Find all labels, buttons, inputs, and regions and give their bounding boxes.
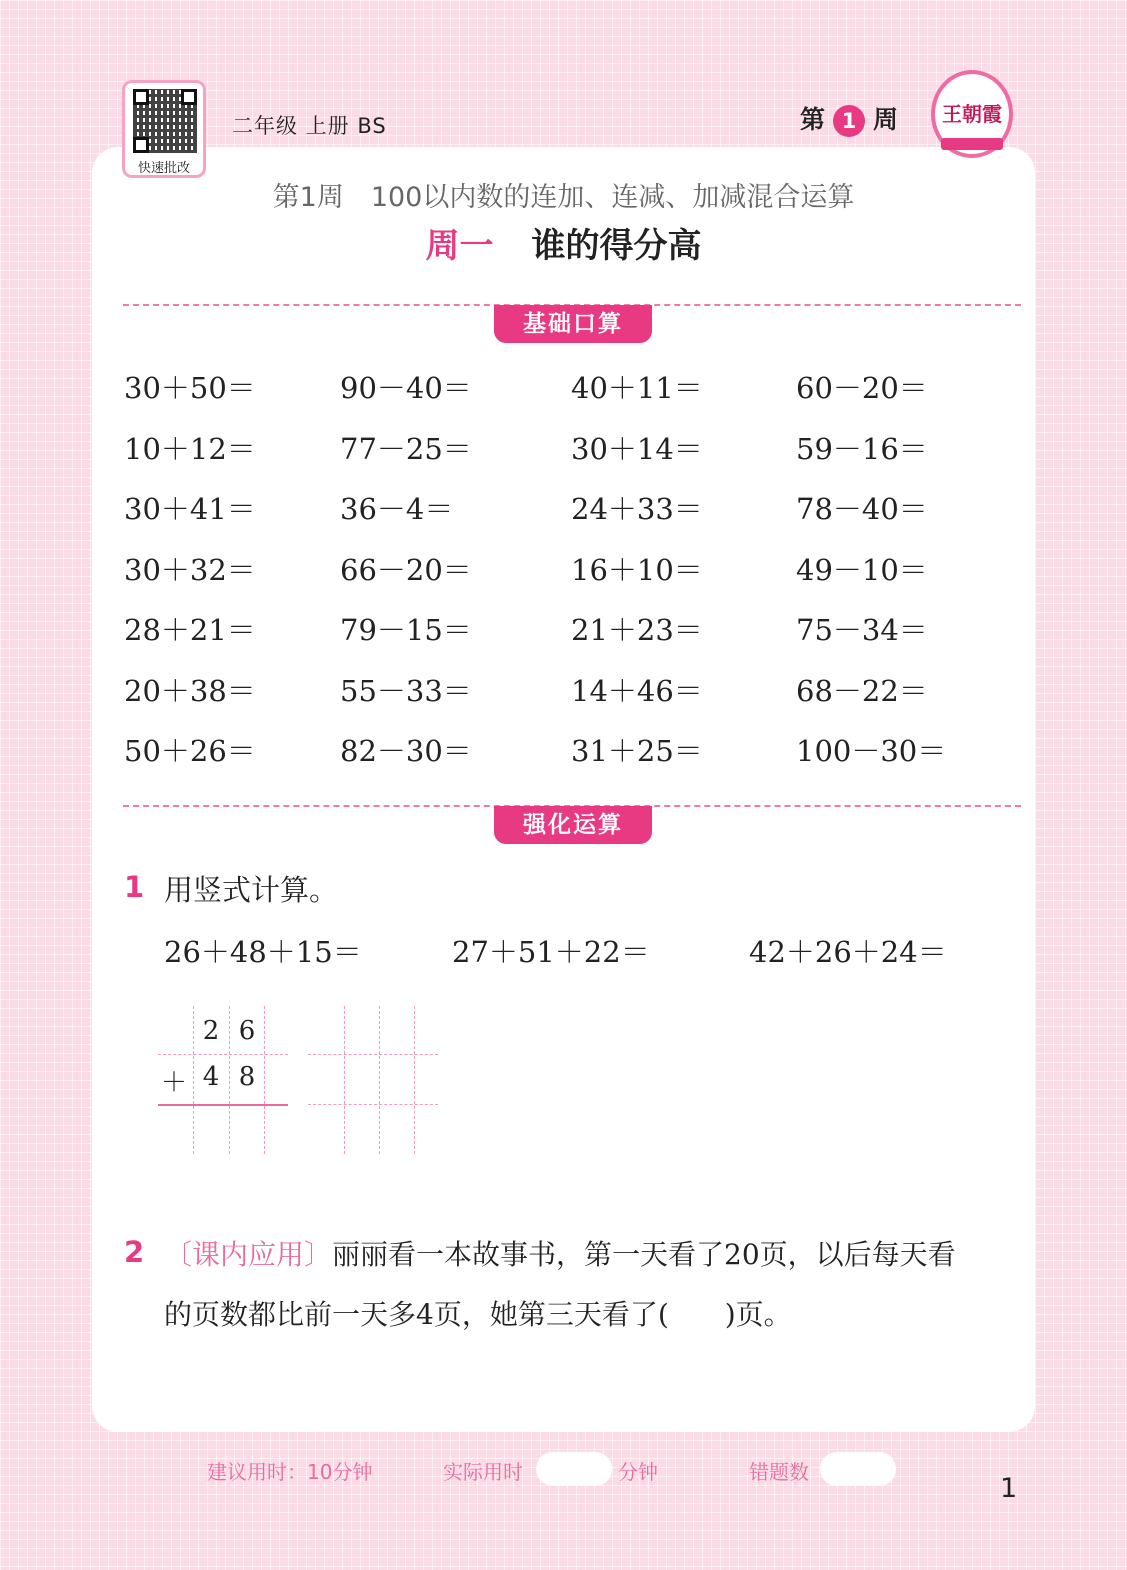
oral-problem: 79－15＝ <box>340 613 472 647</box>
oral-problem: 66－20＝ <box>340 552 472 587</box>
oral-problem: 77－25＝ <box>340 431 472 466</box>
week-suffix: 周 <box>873 105 899 134</box>
oral-problem: 30＋14＝ <box>571 431 703 466</box>
oral-row <box>124 607 1004 668</box>
sum-line <box>158 1104 288 1106</box>
error-count-field[interactable] <box>820 1452 896 1486</box>
question-number: 2 <box>124 1235 145 1269</box>
oral-row <box>124 547 1004 608</box>
oral-row <box>124 365 1004 426</box>
page-title <box>0 218 1127 267</box>
oral-problem: 21＋23＝ <box>571 613 703 647</box>
week-tag <box>800 100 898 137</box>
grid-line <box>308 1104 438 1105</box>
question-text: 用竖式计算。 <box>164 873 339 907</box>
brand-ribbon-icon <box>941 138 1003 150</box>
oral-problem: 50＋26＝ <box>124 734 256 768</box>
oral-problem: 78－40＝ <box>796 492 928 526</box>
oral-problem: 100－30＝ <box>796 734 947 768</box>
oral-problem: 49－10＝ <box>796 552 928 587</box>
qr-label: 快速批改 <box>137 161 190 176</box>
brand-logo <box>931 70 1013 158</box>
oral-problem: 59－16＝ <box>796 431 928 466</box>
section-tab-advanced: 强化运算 <box>494 806 652 844</box>
grid-line <box>414 1006 415 1154</box>
oral-problem: 16＋10＝ <box>571 552 703 587</box>
title-topic: 谁的得分高 <box>531 226 702 266</box>
question-tag: 〔课内应用〕 <box>164 1238 333 1271</box>
oral-problem: 20＋38＝ <box>124 673 256 708</box>
digit: 2 <box>202 1016 220 1046</box>
vertical-expr: 27＋51＋22＝ <box>452 935 650 969</box>
oral-problem: 28＋21＝ <box>124 613 256 647</box>
chapter-subtitle: 第1周 100以内数的连加、连减、加减混合运算 <box>272 182 855 213</box>
oral-calculation-grid <box>124 365 1004 789</box>
oral-problem: 36－4＝ <box>340 492 454 526</box>
error-count-label: 错题数 <box>749 1460 809 1484</box>
qr-finder-icon <box>133 137 149 153</box>
oral-row <box>124 426 1004 487</box>
oral-problem: 14＋46＝ <box>571 673 703 708</box>
oral-problem: 68－22＝ <box>796 673 928 708</box>
oral-problem: 24＋33＝ <box>571 492 703 526</box>
title-day: 周一 <box>425 226 494 266</box>
suggested-time: 建议用时：10分钟 <box>207 1460 373 1484</box>
actual-time-label: 实际用时 <box>443 1460 523 1484</box>
question-text <box>164 1233 956 1273</box>
oral-row <box>124 486 1004 547</box>
oral-row <box>124 728 1004 789</box>
brand-name: 王朝霞 <box>942 102 1002 126</box>
vertical-expr: 42＋26＋24＝ <box>749 935 947 969</box>
digit: 4 <box>202 1062 220 1092</box>
qr-code-box[interactable] <box>122 80 206 178</box>
question-line-1: 丽丽看一本故事书，第一天看了20页，以后每天看 <box>332 1238 956 1271</box>
grid-line <box>158 1054 288 1055</box>
oral-row <box>124 668 1004 729</box>
oral-problem: 75－34＝ <box>796 613 928 647</box>
oral-problem: 30＋32＝ <box>124 552 256 587</box>
oral-problem: 55－33＝ <box>340 673 472 708</box>
week-prefix: 第 <box>800 105 826 134</box>
qr-finder-icon <box>181 89 197 105</box>
oral-problem: 31＋25＝ <box>571 734 703 768</box>
page-number: 1 <box>1000 1473 1018 1504</box>
oral-problem: 10＋12＝ <box>124 431 256 466</box>
vertical-expr: 26＋48＋15＝ <box>164 935 362 969</box>
oral-problem: 60－20＝ <box>796 371 928 405</box>
digit: 8 <box>238 1062 256 1092</box>
oral-problem: 90－40＝ <box>340 371 472 405</box>
grid-line <box>308 1054 438 1055</box>
actual-time-unit: 分钟 <box>618 1460 658 1484</box>
oral-problem: 82－30＝ <box>340 734 472 768</box>
actual-time-field[interactable] <box>536 1452 612 1486</box>
grade-label: 二年级 上册 BS <box>232 114 387 138</box>
oral-problem: 40＋11＝ <box>571 371 703 405</box>
digit: 6 <box>238 1016 256 1046</box>
question-line-2: 的页数都比前一天多4页，她第三天看了( )页。 <box>164 1298 792 1331</box>
plus-sign: ＋ <box>160 1068 187 1098</box>
grid-line <box>379 1006 380 1154</box>
qr-finder-icon <box>133 89 149 105</box>
oral-problem: 30＋41＝ <box>124 492 256 526</box>
section-tab-basic: 基础口算 <box>494 305 652 343</box>
oral-problem: 30＋50＝ <box>124 371 256 405</box>
question-number: 1 <box>124 870 145 904</box>
grid-line <box>344 1006 345 1154</box>
week-number-badge: 1 <box>833 105 865 137</box>
